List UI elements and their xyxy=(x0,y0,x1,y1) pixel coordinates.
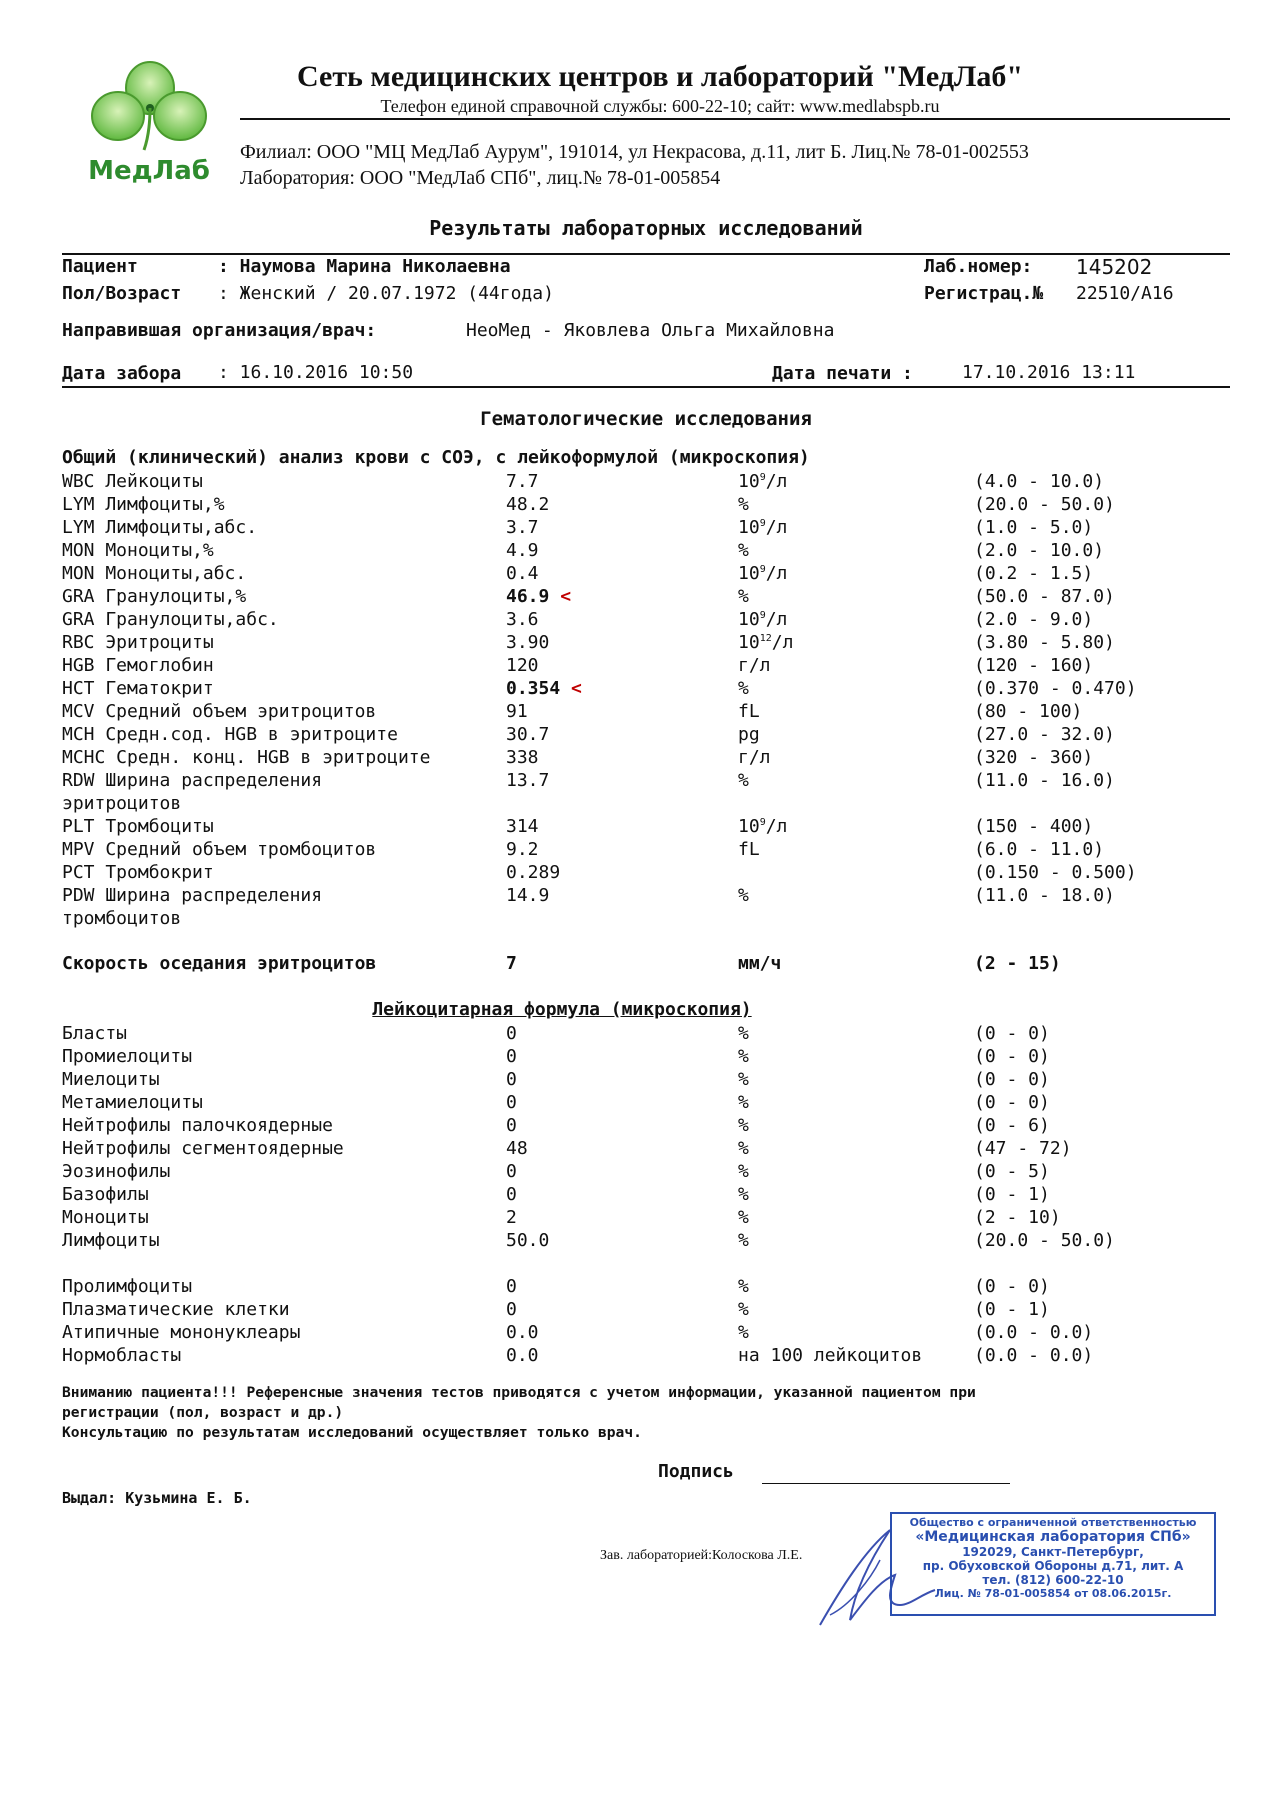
table-row xyxy=(62,746,1172,769)
test-unit: $10^{12}/л$ xyxy=(738,632,794,653)
test-range: (4.0 - 10.0) xyxy=(974,471,1105,492)
test-value xyxy=(506,1091,517,1114)
test-unit: $10^9/л$ xyxy=(738,563,788,584)
test-range: (0.2 - 1.5) xyxy=(974,563,1094,584)
table-row xyxy=(62,838,1172,861)
table-row xyxy=(62,884,1172,907)
test-range: (47 - 72) xyxy=(974,1138,1072,1159)
table-row xyxy=(62,562,1172,585)
test-value-number: 9.2 xyxy=(506,839,539,860)
test-name: Промиелоциты xyxy=(62,1046,193,1067)
test-name: MON Моноциты,абс. xyxy=(62,563,247,584)
test-name: Нейтрофилы палочкоядерные xyxy=(62,1115,333,1136)
test-name: LYM Лимфоциты,абс. xyxy=(62,517,258,538)
date-label: Дата забора xyxy=(62,363,182,384)
test-value-number: 0 xyxy=(506,1299,517,1320)
test-unit: % xyxy=(738,494,749,515)
test-value xyxy=(506,769,549,792)
signature-label: Подпись xyxy=(658,1461,734,1482)
test-name: GRA Гранулоциты,% xyxy=(62,586,247,607)
test-value xyxy=(506,1298,517,1321)
test-range: (6.0 - 11.0) xyxy=(974,839,1105,860)
lab-stamp xyxy=(890,1512,1216,1616)
notice-line-1: Вниманию пациента!!! Референсные значения тестов приводятся с учетом информации, указанной пациентом при xyxy=(62,1384,976,1401)
table-row xyxy=(62,1344,1172,1367)
test-name: PLT Тромбоциты xyxy=(62,816,214,837)
esr-range: (2 - 15) xyxy=(974,953,1061,974)
test-value xyxy=(506,838,539,861)
test-value-number: 0.354 xyxy=(506,678,561,699)
test-range: (0 - 1) xyxy=(974,1184,1050,1205)
test-range: (0 - 0) xyxy=(974,1276,1050,1297)
stamp-line-6: Лиц. № 78-01-005854 от 08.06.2015г. xyxy=(934,1587,1172,1600)
table-row xyxy=(62,815,1172,838)
test-name: HGB Гемоглобин xyxy=(62,655,214,676)
test-value xyxy=(506,1160,517,1183)
table-row xyxy=(62,1229,1172,1252)
stamp-line-3: 192029, Санкт-Петербург, xyxy=(962,1545,1144,1559)
test-unit: г/л xyxy=(738,747,771,768)
table-row xyxy=(62,1045,1172,1068)
test-unit: г/л xyxy=(738,655,771,676)
test-value-number: 0.0 xyxy=(506,1322,539,1343)
cbc-title: Общий (клинический) анализ крови с СОЭ, с лейкоформулой (микроскопия) xyxy=(62,447,810,468)
table-row xyxy=(62,1183,1172,1206)
test-range: (320 - 360) xyxy=(974,747,1094,768)
header-title: Сеть медицинских центров и лабораторий "МедЛаб" xyxy=(296,60,1024,93)
test-unit: $10^9/л$ xyxy=(738,816,788,837)
test-value xyxy=(506,815,539,838)
table-row xyxy=(62,1275,1172,1298)
test-value-number: 0 xyxy=(506,1184,517,1205)
test-name: Базофилы xyxy=(62,1184,149,1205)
test-value xyxy=(506,631,549,654)
stamp-line-2: «Медицинская лаборатория СПб» xyxy=(915,1529,1191,1545)
test-name: Плазматические клетки xyxy=(62,1299,290,1320)
test-range: (2.0 - 9.0) xyxy=(974,609,1094,630)
test-name: Эозинофилы xyxy=(62,1161,171,1182)
table-row xyxy=(62,861,1172,884)
test-value xyxy=(506,1321,539,1344)
test-name: Атипичные мононуклеары xyxy=(62,1322,301,1343)
test-value xyxy=(506,562,539,585)
test-range: (0 - 0) xyxy=(974,1046,1050,1067)
patient-bottom-rule xyxy=(62,386,1230,388)
test-value xyxy=(506,539,539,562)
test-value xyxy=(506,677,582,700)
test-value-number: 0.4 xyxy=(506,563,539,584)
test-name: Нейтрофилы сегментоядерные xyxy=(62,1138,344,1159)
test-range: (80 - 100) xyxy=(974,701,1083,722)
reg-value: 22510/А16 xyxy=(1076,283,1174,304)
test-value-number: 2 xyxy=(506,1207,517,1228)
table-row xyxy=(62,700,1172,723)
test-name: RBC Эритроциты xyxy=(62,632,214,653)
test-name: PCT Тромбокрит xyxy=(62,862,214,883)
test-value-number: 7.7 xyxy=(506,471,539,492)
labno-label: Лаб.номер: xyxy=(924,256,1033,277)
test-range: (20.0 - 50.0) xyxy=(974,1230,1115,1251)
esr-unit: мм/ч xyxy=(738,953,782,974)
test-range: (3.80 - 5.80) xyxy=(974,632,1115,653)
clover-logo-icon xyxy=(84,58,214,153)
test-name: MCHC Средн. конц. HGB в эритроците xyxy=(62,747,431,768)
sex-value: : Женский / 20.07.1972 (44года) xyxy=(218,283,554,304)
test-unit: % xyxy=(738,885,749,906)
test-value xyxy=(506,516,539,539)
header-rule xyxy=(240,118,1230,120)
test-value xyxy=(506,1229,549,1252)
table-row xyxy=(62,907,1172,930)
test-name: MCV Средний объем эритроцитов xyxy=(62,701,377,722)
test-value-number: 120 xyxy=(506,655,539,676)
table-row xyxy=(62,1160,1172,1183)
test-value-number: 0 xyxy=(506,1092,517,1113)
test-value xyxy=(506,654,539,677)
test-value-number: 48 xyxy=(506,1138,528,1159)
patient-top-rule xyxy=(62,253,1230,255)
test-range: (0.0 - 0.0) xyxy=(974,1345,1094,1366)
test-range: (120 - 160) xyxy=(974,655,1094,676)
test-unit: fL xyxy=(738,839,760,860)
test-name: Пролимфоциты xyxy=(62,1276,193,1297)
test-range: (27.0 - 32.0) xyxy=(974,724,1115,745)
patient-name: : Наумова Марина Николаевна xyxy=(218,256,511,277)
test-value xyxy=(506,1045,517,1068)
test-value xyxy=(506,608,539,631)
test-value-number: 0 xyxy=(506,1161,517,1182)
test-name: WBC Лейкоциты xyxy=(62,471,203,492)
test-value-number: 0.289 xyxy=(506,862,561,883)
test-value-number: 0.0 xyxy=(506,1345,539,1366)
test-value-number: 4.9 xyxy=(506,540,539,561)
header-lab: Лаборатория: ООО "МедЛаб СПб", лиц.№ 78-01-005854 xyxy=(240,167,721,189)
test-unit: % xyxy=(738,678,749,699)
test-value-number: 0 xyxy=(506,1115,517,1136)
test-value-number: 13.7 xyxy=(506,770,550,791)
test-unit: $10^9/л$ xyxy=(738,517,788,538)
test-value-number: 3.90 xyxy=(506,632,550,653)
test-unit: % xyxy=(738,586,749,607)
test-value-number: 0 xyxy=(506,1023,517,1044)
test-unit: % xyxy=(738,770,749,791)
test-value xyxy=(506,1206,517,1229)
esr-row xyxy=(62,952,1172,975)
test-range: (50.0 - 87.0) xyxy=(974,586,1115,607)
test-value xyxy=(506,1183,517,1206)
test-unit: % xyxy=(738,1069,749,1090)
test-value xyxy=(506,861,560,884)
print-label: Дата печати : xyxy=(772,363,913,384)
test-value xyxy=(506,493,549,516)
test-range: (0 - 6) xyxy=(974,1115,1050,1136)
table-row xyxy=(62,723,1172,746)
org-label: Направившая организация/врач: xyxy=(62,320,377,341)
test-name: RDW Ширина распределения xyxy=(62,770,323,791)
org-value: НеоМед - Яковлева Ольга Михайловна xyxy=(466,320,835,341)
test-value xyxy=(506,746,539,769)
test-value-number: 91 xyxy=(506,701,528,722)
table-row xyxy=(62,1091,1172,1114)
test-name: Бласты xyxy=(62,1023,128,1044)
table-row xyxy=(62,516,1172,539)
test-value xyxy=(506,884,549,907)
test-value xyxy=(506,1022,517,1045)
test-value-number: 338 xyxy=(506,747,539,768)
test-name: GRA Гранулоциты,абс. xyxy=(62,609,279,630)
test-unit: % xyxy=(738,540,749,561)
test-unit: % xyxy=(738,1023,749,1044)
table-row xyxy=(62,769,1172,792)
test-value-number: 0 xyxy=(506,1046,517,1067)
test-value-number: 0 xyxy=(506,1276,517,1297)
test-range: (2 - 10) xyxy=(974,1207,1061,1228)
test-value xyxy=(506,1068,517,1091)
test-unit: % xyxy=(738,1276,749,1297)
table-row xyxy=(62,654,1172,677)
test-range: (0 - 0) xyxy=(974,1092,1050,1113)
test-value xyxy=(506,1114,517,1137)
test-range: (0 - 1) xyxy=(974,1299,1050,1320)
print-value: 17.10.2016 13:11 xyxy=(962,362,1136,383)
test-value-number: 0 xyxy=(506,1069,517,1090)
test-unit: % xyxy=(738,1184,749,1205)
test-value-number: 50.0 xyxy=(506,1230,550,1251)
test-name: LYM Лимфоциты,% xyxy=(62,494,225,515)
header-branch: Филиал: ООО "МЦ МедЛаб Аурум", 191014, ул Некрасова, д.11, лит Б. Лиц.№ 78-01-002553 xyxy=(240,141,1029,163)
test-value xyxy=(506,1137,528,1160)
test-name: Нормобласты xyxy=(62,1345,182,1366)
head-of-lab: Зав. лабораторией:Колоскова Л.Е. xyxy=(600,1548,803,1563)
labno-value: 145202 xyxy=(1076,255,1153,279)
test-value-number: 14.9 xyxy=(506,885,550,906)
low-flag-icon: < xyxy=(560,586,572,607)
test-name: MCH Средн.сод. HGB в эритроците xyxy=(62,724,398,745)
test-range: (150 - 400) xyxy=(974,816,1094,837)
notice-line-2: регистрации (пол, возраст и др.) xyxy=(62,1404,344,1421)
test-range: (0 - 0) xyxy=(974,1023,1050,1044)
sex-label: Пол/Возраст xyxy=(62,283,182,304)
signature-line xyxy=(762,1483,1010,1484)
test-name: Лимфоциты xyxy=(62,1230,160,1251)
test-range: (0 - 0) xyxy=(974,1069,1050,1090)
section-title: Гематологические исследования xyxy=(480,408,812,430)
formula-title: Лейкоцитарная формула (микроскопия) xyxy=(372,999,752,1020)
stamp-line-5: тел. (812) 600-22-10 xyxy=(982,1573,1124,1587)
test-value-number: 48.2 xyxy=(506,494,550,515)
test-unit: на 100 лейкоцитов xyxy=(738,1345,923,1366)
test-unit: fL xyxy=(738,701,760,722)
low-flag-icon: < xyxy=(571,678,582,699)
test-unit: $10^9/л$ xyxy=(738,471,788,492)
test-unit: % xyxy=(738,1046,749,1067)
logo-text: МедЛаб xyxy=(88,156,210,186)
table-row xyxy=(62,1321,1172,1344)
table-row xyxy=(62,1206,1172,1229)
test-range: (11.0 - 18.0) xyxy=(974,885,1115,906)
table-row xyxy=(62,608,1172,631)
doc-title: Результаты лабораторных исследований xyxy=(429,216,863,240)
test-value-number: 3.7 xyxy=(506,517,539,538)
table-row xyxy=(62,585,1172,608)
test-value xyxy=(506,723,549,746)
test-unit: $10^9/л$ xyxy=(738,609,788,630)
test-unit: % xyxy=(738,1115,749,1136)
table-row xyxy=(62,1137,1172,1160)
header-phone: Телефон единой справочной службы: 600-22-10; сайт: www.medlabspb.ru xyxy=(380,96,940,116)
table-row xyxy=(62,1114,1172,1137)
esr-name: Скорость оседания эритроцитов xyxy=(62,953,377,974)
test-unit: % xyxy=(738,1207,749,1228)
test-unit: % xyxy=(738,1230,749,1251)
test-value xyxy=(506,470,539,493)
esr-value: 7 xyxy=(506,953,517,974)
table-row xyxy=(62,470,1172,493)
table-row xyxy=(62,1022,1172,1045)
table-row xyxy=(62,677,1172,700)
test-unit: % xyxy=(738,1161,749,1182)
table-row xyxy=(62,1068,1172,1091)
test-unit: % xyxy=(738,1299,749,1320)
test-name: MON Моноциты,% xyxy=(62,540,214,561)
test-unit: % xyxy=(738,1138,749,1159)
test-range: (0 - 5) xyxy=(974,1161,1050,1182)
reg-label: Регистрац.№ xyxy=(924,283,1044,304)
test-name: MPV Средний объем тромбоцитов xyxy=(62,839,377,860)
test-value xyxy=(506,1344,539,1367)
test-name: эритроцитов xyxy=(62,793,182,814)
test-name: PDW Ширина распределения xyxy=(62,885,323,906)
test-value xyxy=(506,585,571,608)
test-range: (1.0 - 5.0) xyxy=(974,517,1094,538)
test-value-number: 314 xyxy=(506,816,539,837)
issued-by: Выдал: Кузьмина Е. Б. xyxy=(62,1489,252,1507)
test-name: Метамиелоциты xyxy=(62,1092,203,1113)
test-unit: % xyxy=(738,1322,749,1343)
test-value-number: 46.9 xyxy=(506,586,550,607)
test-name: HCT Гематокрит xyxy=(62,678,214,699)
table-row xyxy=(62,493,1172,516)
patient-name-label: Пациент xyxy=(62,256,138,277)
test-range: (11.0 - 16.0) xyxy=(974,770,1115,791)
test-value xyxy=(506,1275,517,1298)
table-row xyxy=(62,792,1172,815)
test-name: Миелоциты xyxy=(62,1069,160,1090)
test-value-number: 3.6 xyxy=(506,609,539,630)
test-name: тромбоцитов xyxy=(62,908,182,929)
stamp-line-1: Общество с ограниченной ответственностью xyxy=(909,1516,1197,1529)
stamp-line-4: пр. Обуховской Обороны д.71, лит. А xyxy=(922,1559,1184,1573)
table-row xyxy=(62,539,1172,562)
test-range: (0.150 - 0.500) xyxy=(974,862,1137,883)
test-range: (0.370 - 0.470) xyxy=(974,678,1137,699)
test-range: (2.0 - 10.0) xyxy=(974,540,1105,561)
test-value xyxy=(506,700,528,723)
test-name: Моноциты xyxy=(62,1207,149,1228)
test-range: (0.0 - 0.0) xyxy=(974,1322,1094,1343)
date-value: : 16.10.2016 10:50 xyxy=(218,362,414,383)
test-unit: % xyxy=(738,1092,749,1113)
test-range: (20.0 - 50.0) xyxy=(974,494,1115,515)
notice-line-3: Консультацию по результатам исследований осуществляет только врач. xyxy=(62,1424,642,1441)
table-row xyxy=(62,1298,1172,1321)
test-value-number: 30.7 xyxy=(506,724,550,745)
table-row xyxy=(62,631,1172,654)
test-unit: pg xyxy=(738,724,760,745)
medlab-logo xyxy=(84,58,214,186)
